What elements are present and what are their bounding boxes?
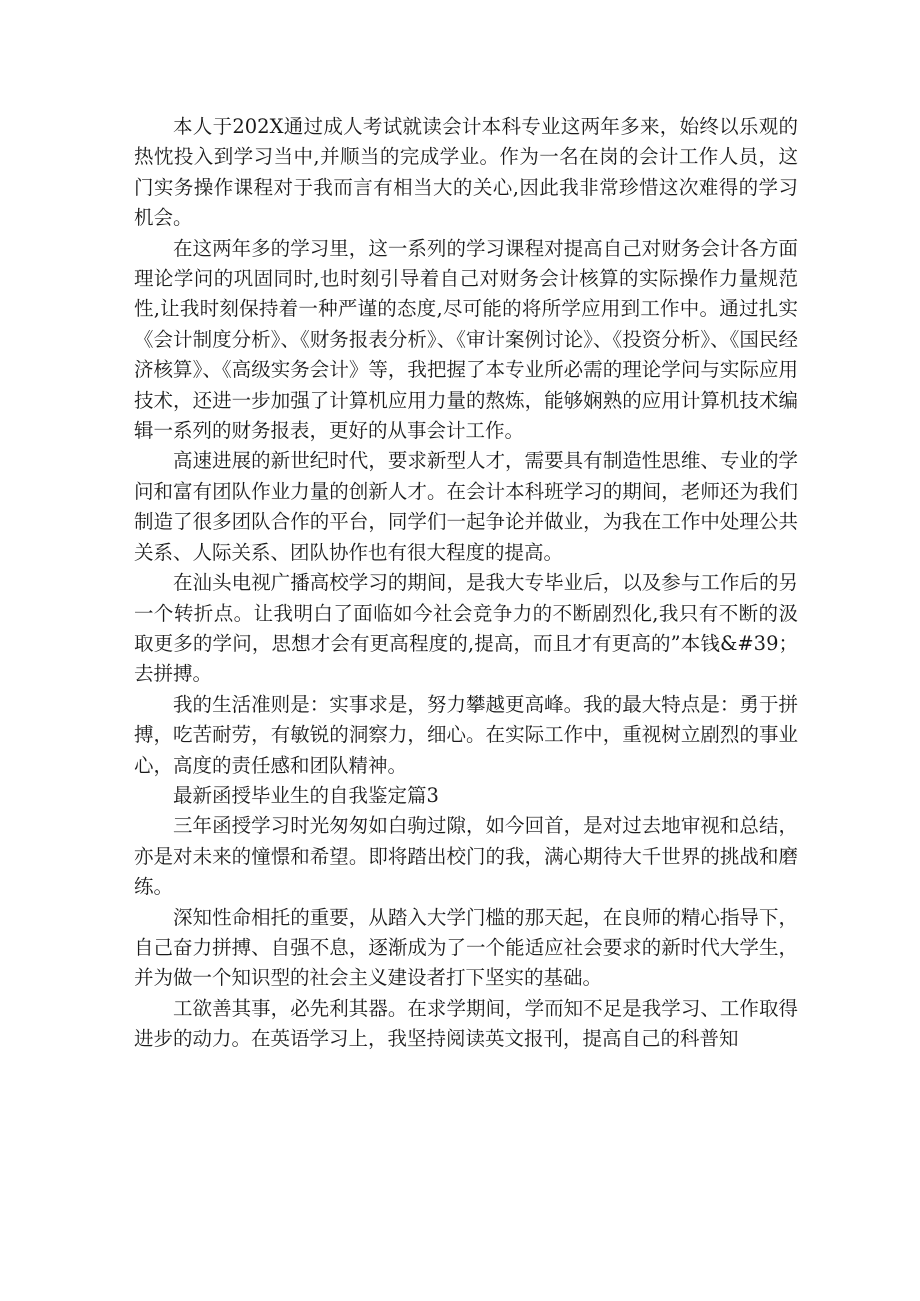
paragraph: 工欲善其事，必先利其器。在求学期间，学而知不足是我学习、工作取得进步的动力。在英语学习上，我坚持阅读英文报刊，提高自己的科普知 [134, 996, 798, 1051]
paragraph: 三年函授学习时光匆匆如白驹过隙，如今回首，是对过去地审视和总结，亦是对未来的憧憬和希望。即将踏出校门的我，满心期待大千世界的挑战和磨练。 [134, 814, 798, 899]
paragraph: 深知性命相托的重要，从踏入大学门槛的那天起，在良师的精心指导下，自己奋力拼搏、自强不息，逐渐成为了一个能适应社会要求的新时代大学生，并为做一个知识型的社会主义建设者打下坚实的基础。 [134, 905, 798, 990]
paragraph: 在汕头电视广播高校学习的期间，是我大专毕业后，以及参与工作后的另一个转折点。让我明白了面临如今社会竞争力的不断剧烈化,我只有不断的汲取更多的学问，思想才会有更高程度的,提高，而且才有更高的”本钱&#39；去拼搏。 [134, 571, 798, 686]
section-heading: 最新函授毕业生的自我鉴定篇3 [173, 783, 439, 807]
paragraph: 本人于202X通过成人考试就读会计本科专业这两年多来，始终以乐观的热忱投入到学习当中,并顺当的完成学业。作为一名在岗的会计工作人员，这门实务操作课程对于我而言有相当大的关心,因此我非常珍惜这次难得的学习机会。 [134, 115, 798, 230]
paragraph: 高速进展的新世纪时代，要求新型人才，需要具有制造性思维、专业的学问和富有团队作业力量的创新人才。在会计本科班学习的期间，老师还为我们制造了很多团队合作的平台，同学们一起争论并做业，为我在工作中处理公共关系、人际关系、团队协作也有很大程度的提高。 [134, 449, 798, 564]
paragraph: 我的生活准则是：实事求是，努力攀越更高峰。我的最大特点是：勇于拼搏，吃苦耐劳，有敏锐的洞察力，细心。在实际工作中，重视树立剧烈的事业心，高度的责任感和团队精神。 [134, 692, 798, 777]
document-body [134, 112, 798, 1055]
paragraph: 在这两年多的学习里，这一系列的学习课程对提高自己对财务会计各方面理论学问的巩固同时,也时刻引导着自己对财务会计核算的实际操作力量规范性,让我时刻保持着一种严谨的态度,尽可能的将所学应用到工作中。通过扎实《会计制度分析》、《财务报表分析》、《审计案例讨论》、《投资分析》、《国民经济核算》、《高级实务会计》等，我把握了本专业所必需的理论学问与实际应用技术，还进一步加强了计算机应用力量的熬炼，能够娴熟的应用计算机技术编辑一系列的财务报表，更好的从事会计工作。 [134, 236, 798, 443]
